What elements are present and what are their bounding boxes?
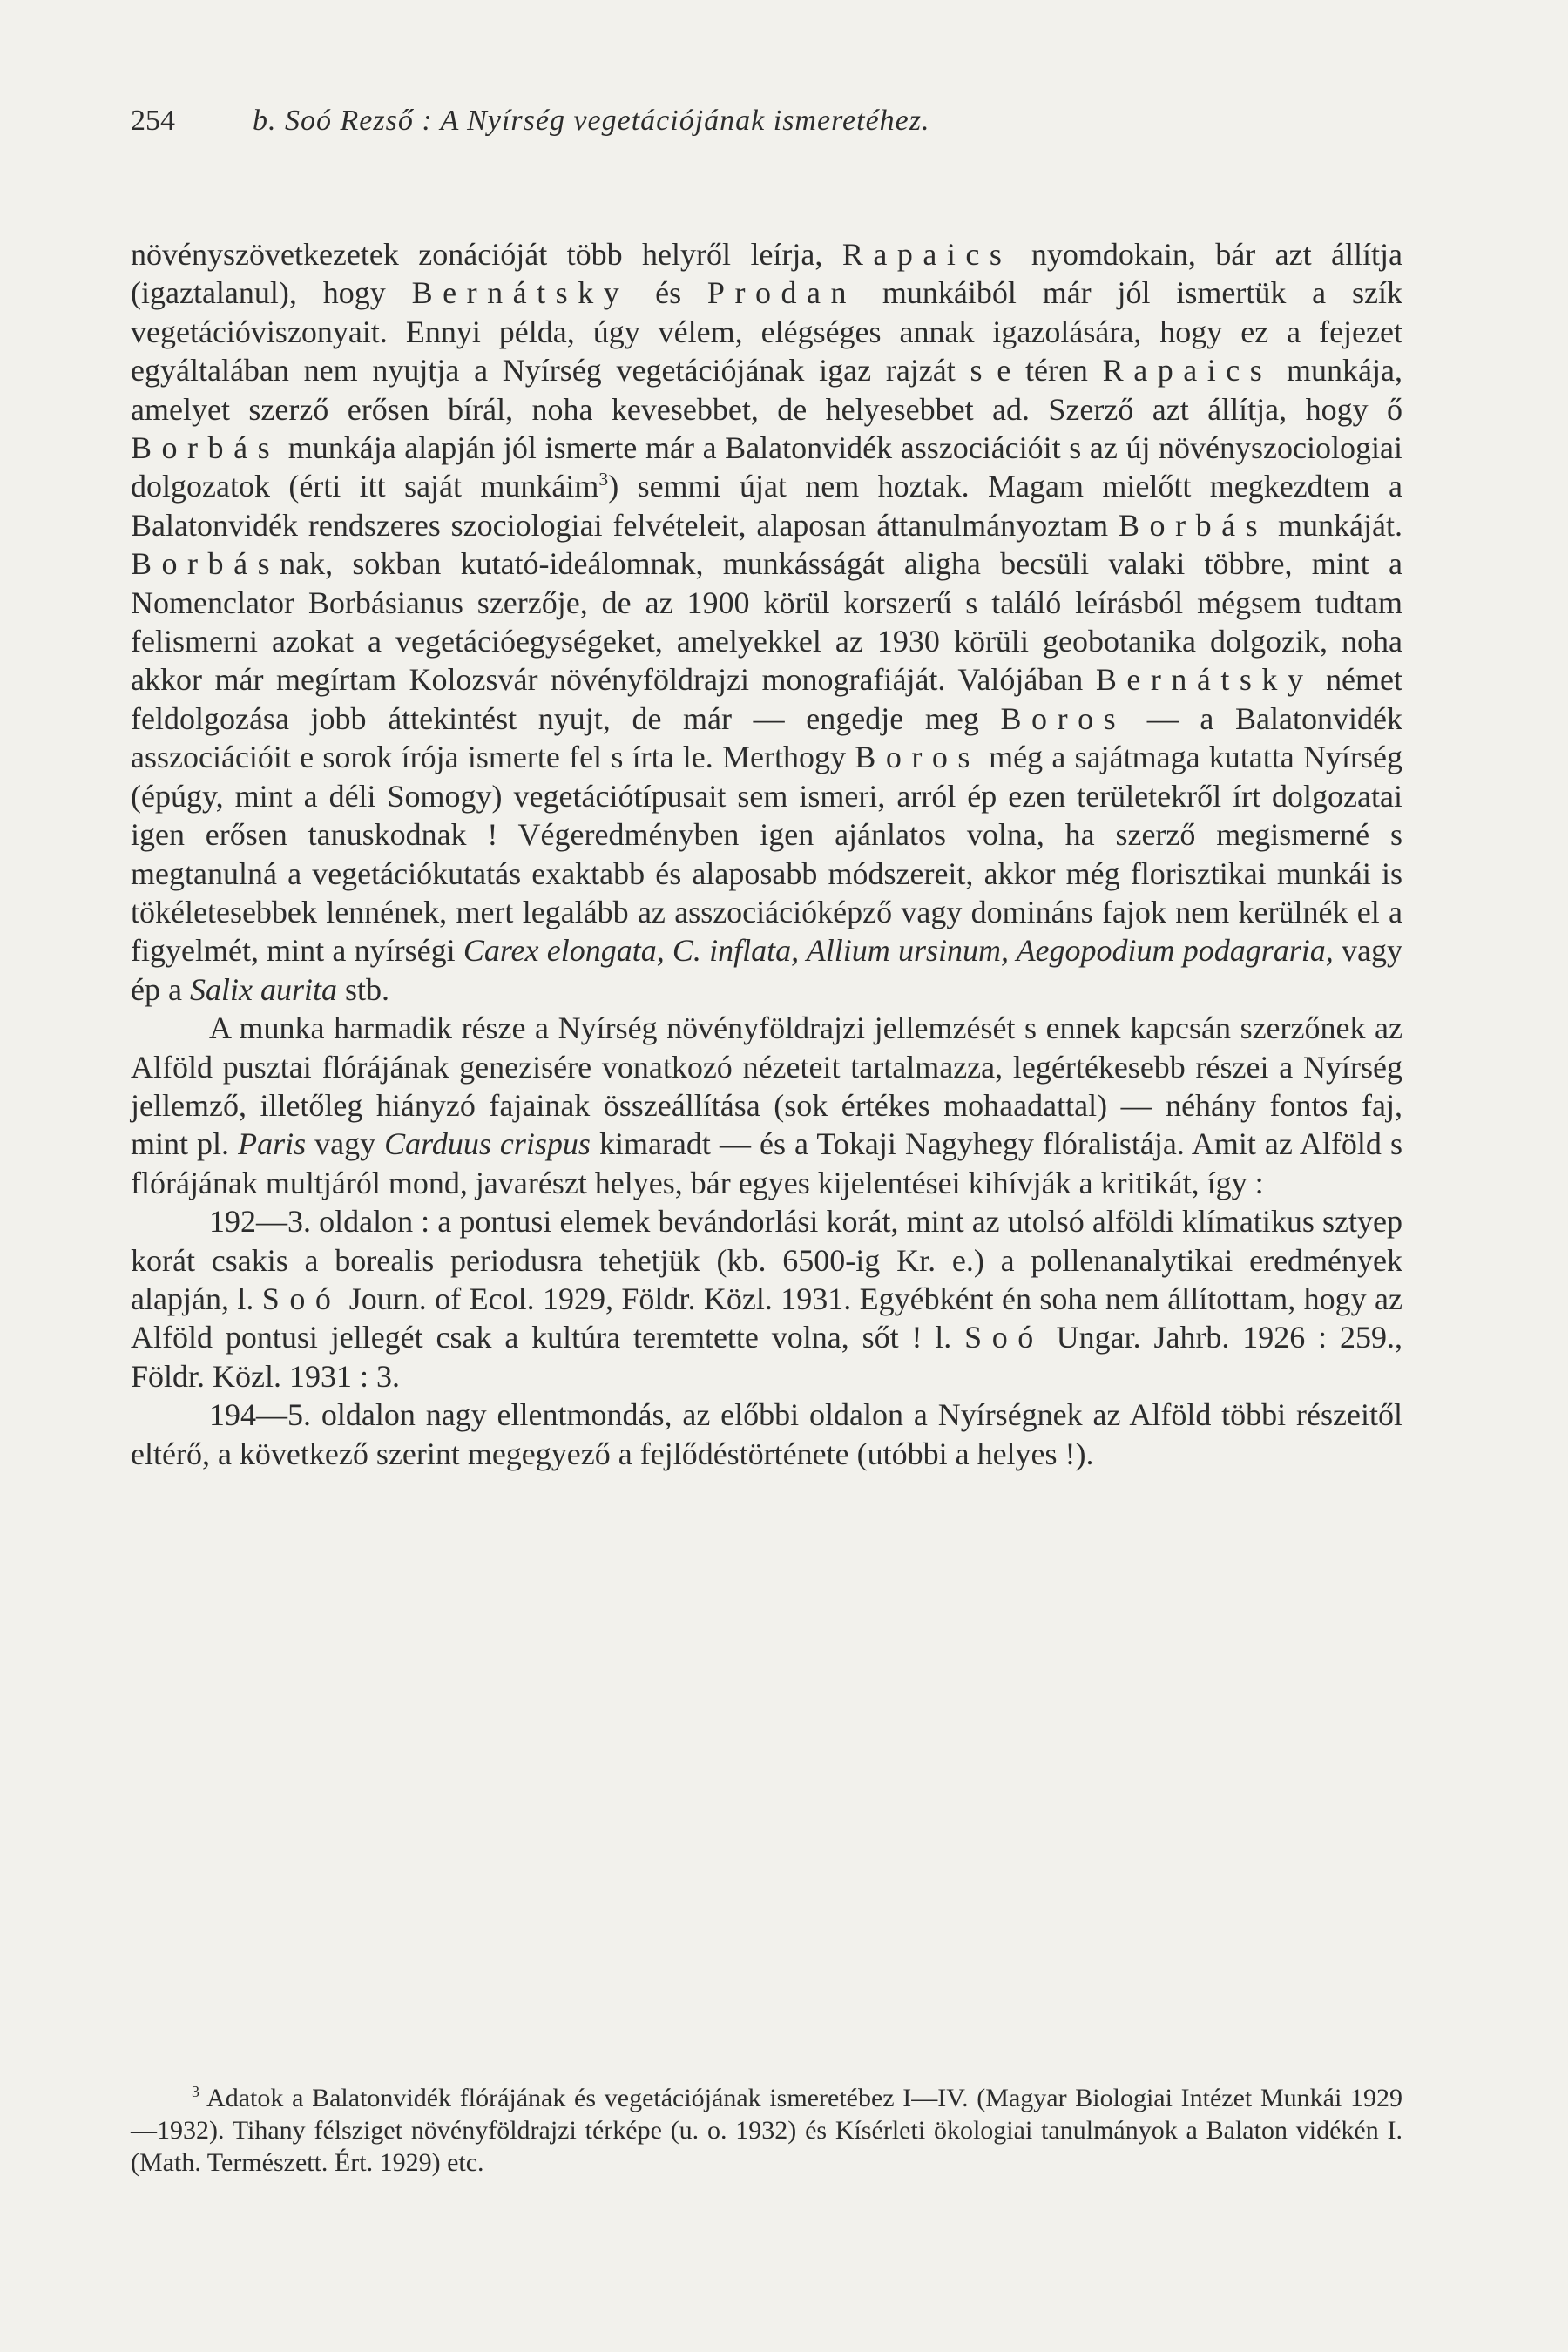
text: munkáiból már jól ismertük a szík vegetációviszonyait. Ennyi példa, úgy vélem, elégséges annak igazolására, hogy ez a fejezet egyáltalában nem nyujtja a Nyírség vegetációjának igaz rajzát s e téren xyxy=(131,275,1402,389)
author-name: Soó xyxy=(261,1281,341,1316)
text: Journ. of Ecol. 1929, Földr. Közl. 1931. Egyébként én soha nem állítottam, hogy az Alföld pontusi jellegét csak a kultúra teremtette volna, sőt ! l. xyxy=(131,1281,1402,1355)
text: Adatok a Balatonvidék flórájának és vegetációjának ismeretébez I—IV. (Magyar Biologiai Intézet Munkái 1929—1932). Tihany félsziget növényföldrajzi térképe (u. o. 1932) és Kísérleti ökologiai tanulmányok a Balaton vidékén I. (Math. Természett. Ért. 1929) etc. xyxy=(131,2084,1402,2177)
author-name: Prodan xyxy=(706,275,857,311)
author-name: Borbás xyxy=(1119,507,1268,543)
author-name: Borbás xyxy=(131,430,280,466)
text: stb. xyxy=(336,971,389,1007)
book-page xyxy=(131,105,1402,2265)
author-name: Rapaics xyxy=(841,237,1012,272)
text: — a Balatonvidék asszociációit e sorok írója ismerte fel s írta le. Merthogy xyxy=(131,700,1402,775)
text: 194—5. oldalon nagy ellentmondás, az előbbi oldalon a Nyírségnek az Alföld többi részeitől eltérő, a következő szerint megegyező a fejlődéstörténete (utóbbi a helyes !). xyxy=(131,1397,1402,1471)
author-name: Borbás xyxy=(131,546,280,582)
author-name: Boros xyxy=(1000,700,1126,736)
body-text xyxy=(131,235,1402,1473)
paragraph-4 xyxy=(131,1396,1402,1473)
author-name: Bernátsky xyxy=(411,275,630,311)
text: Ungar. Jahrb. 1926 : 259., Földr. Közl. 1931 : 3. xyxy=(131,1320,1402,1394)
paragraph-3 xyxy=(131,1202,1402,1396)
text: munkája, amelyet szerző erősen bírál, noha kevesebbet, de helyesebbet ad. Szerző azt állítja, hogy ő xyxy=(131,353,1402,427)
author-name: Rapaics xyxy=(1102,353,1273,389)
text: A munka harmadik része a Nyírség növényföldrajzi jellemzését s ennek kapcsán szerzőnek az Alföld pusztai flórájának genezisére vonatkozó nézeteit tartalmazza, legértékesebb részei a Nyírség jellemző, illetőleg hiányzó fajainak összeállítása (sok értékes mohaadattal) — néhány fontos faj, mint pl. xyxy=(131,1010,1402,1162)
author-name: Bernátsky xyxy=(1095,662,1314,698)
text: 192—3. oldalon : a pontusi elemek bevándorlási korát, mint az utolsó alföldi klímatikus sztyep korát csakis a borealis periodusra tehetjük (kb. 6500-ig Kr. e.) a pollenanalytikai eredmények alapján, l. xyxy=(131,1204,1402,1316)
species-names: Carex elongata, C. inflata, Allium ursinum, Aegopodium podagraria, xyxy=(463,933,1334,969)
species-name: Paris xyxy=(238,1126,307,1162)
text: nyomdokain, bár azt állítja (igaztalanul), hogy xyxy=(131,237,1402,311)
text: munkája alapján jól ismerte már a Balatonvidék asszociációit s az új növényszociologiai dolgozatok (érti itt saját munkáim xyxy=(131,430,1402,504)
text: vagy ép a xyxy=(131,933,1403,1007)
text: még a sajátmaga kutatta Nyírség (épúgy, mint a déli Somogy) vegetációtípusait sem ismeri, arról ép ezen területekről írt dolgozatai igen erősen tanuskodnak ! Végeredményben igen ajánlatos volna, ha szerző megismerné s megtanulná a vegetációkutatás exaktabb és alaposabb módszereit, akkor még florisztikai munkái is tökéletesebbek lennének, mert legalább az asszociációképző vagy domináns fajok nem kerülnék el a figyelmét, mint a nyírségi xyxy=(131,740,1403,969)
footnote xyxy=(131,2082,1402,2179)
paragraph-2 xyxy=(131,1009,1402,1202)
text: kimaradt — és a Tokaji Nagyhegy flóralistája. Amit az Alföld s flórájának multjáról mond, javarészt helyes, bár egyes kijelentései kihívják a kritikát, így : xyxy=(131,1126,1402,1200)
text: német feldolgozása jobb áttekintést nyujt, de már — engedje meg xyxy=(131,662,1402,736)
text: növényszövetkezetek zonációját több helyről leírja, xyxy=(131,237,842,272)
page-number: 254 xyxy=(131,105,175,137)
footnote-text xyxy=(131,2082,1402,2179)
text: munkáját. xyxy=(1267,507,1402,543)
species-name: Salix aurita xyxy=(189,971,337,1007)
page-header xyxy=(131,105,1402,157)
footnote-reference: 3 xyxy=(598,469,609,490)
text: nak, sokban kutató-ideálomnak, munkásságát aligha becsüli valaki többre, mint a Nomenclator Borbásianus szerzője, de az 1900 körül korszerű s találó leírásból mégsem tudtam felismerni azokat a vegetációegységeket, amelyekkel az 1930 körüli geobotanika dolgozik, noha akkor már megírtam Kolozsvár növényföldrajzi monografiáját. Valójában xyxy=(131,546,1402,698)
text: ) semmi újat nem hoztak. Magam mielőtt megkezdtem a Balatonvidék rendszeres szociologiai felvételeit, alaposan áttanulmányoztam xyxy=(131,469,1402,543)
species-name: Carduus crispus xyxy=(384,1126,591,1162)
author-name: Boros xyxy=(855,740,980,775)
running-title: b. Soó Rezső : A Nyírség vegetációjának ismeretéhez. xyxy=(253,105,930,137)
text: vagy xyxy=(306,1126,385,1162)
paragraph-1 xyxy=(131,235,1402,1009)
footnote-mark: 3 xyxy=(192,2083,199,2100)
text: és xyxy=(629,275,707,311)
author-name: Soó xyxy=(964,1320,1044,1355)
